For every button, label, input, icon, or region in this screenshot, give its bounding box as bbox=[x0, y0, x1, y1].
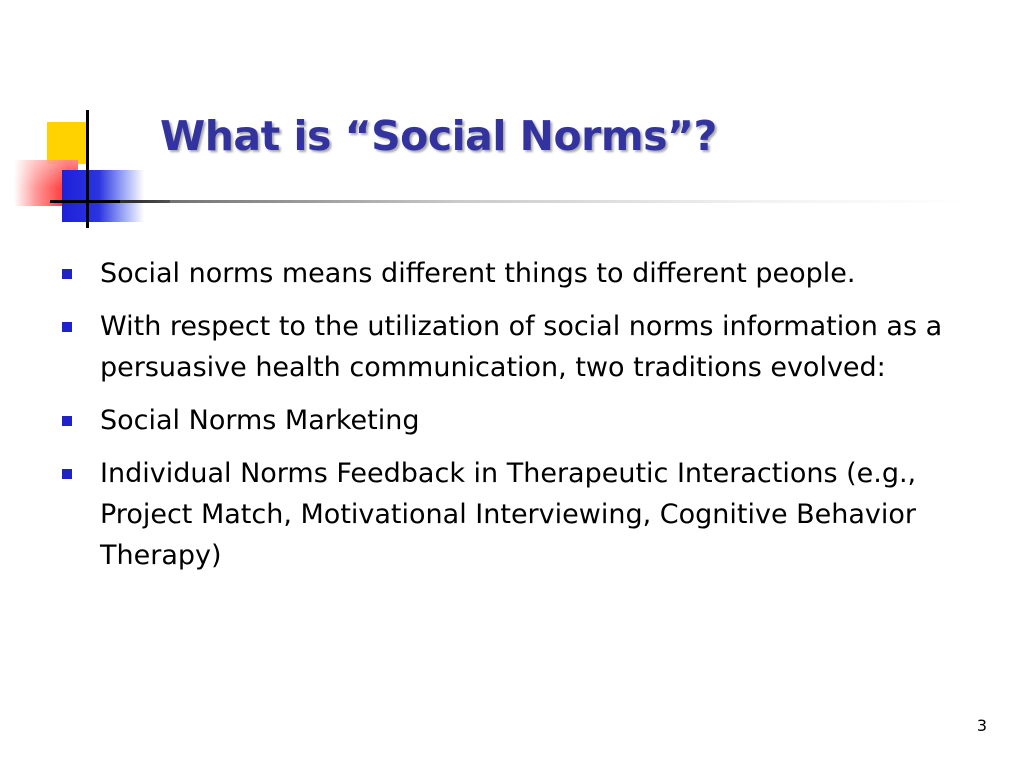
page-number: 3 bbox=[976, 716, 987, 735]
bullet-item bbox=[62, 453, 982, 576]
bullet-square-icon bbox=[62, 469, 72, 479]
bullet-text: Individual Norms Feedback in Therapeutic Interactions (e.g., Project Match, Motivational Interviewing, Cognitive Behavior Therapy) bbox=[100, 458, 917, 571]
decorative-squares-logo bbox=[0, 0, 160, 240]
yellow-square bbox=[47, 122, 88, 164]
bullet-item bbox=[62, 400, 982, 441]
slide-title: What is “Social Norms”? bbox=[160, 112, 717, 160]
bullet-item bbox=[62, 253, 982, 294]
bullet-list bbox=[62, 253, 982, 588]
title-underline bbox=[120, 200, 970, 203]
bullet-square-icon bbox=[62, 416, 72, 426]
bullet-square-icon bbox=[62, 322, 72, 332]
bullet-item bbox=[62, 306, 982, 388]
bullet-text: Social Norms Marketing bbox=[100, 405, 420, 436]
bullet-square-icon bbox=[62, 269, 72, 279]
bullet-text: Social norms means different things to different people. bbox=[100, 258, 856, 289]
blue-square bbox=[62, 170, 144, 222]
vertical-rule bbox=[86, 110, 89, 228]
bullet-text: With respect to the utilization of social norms information as a persuasive health communication, two traditions evolved: bbox=[100, 311, 943, 383]
